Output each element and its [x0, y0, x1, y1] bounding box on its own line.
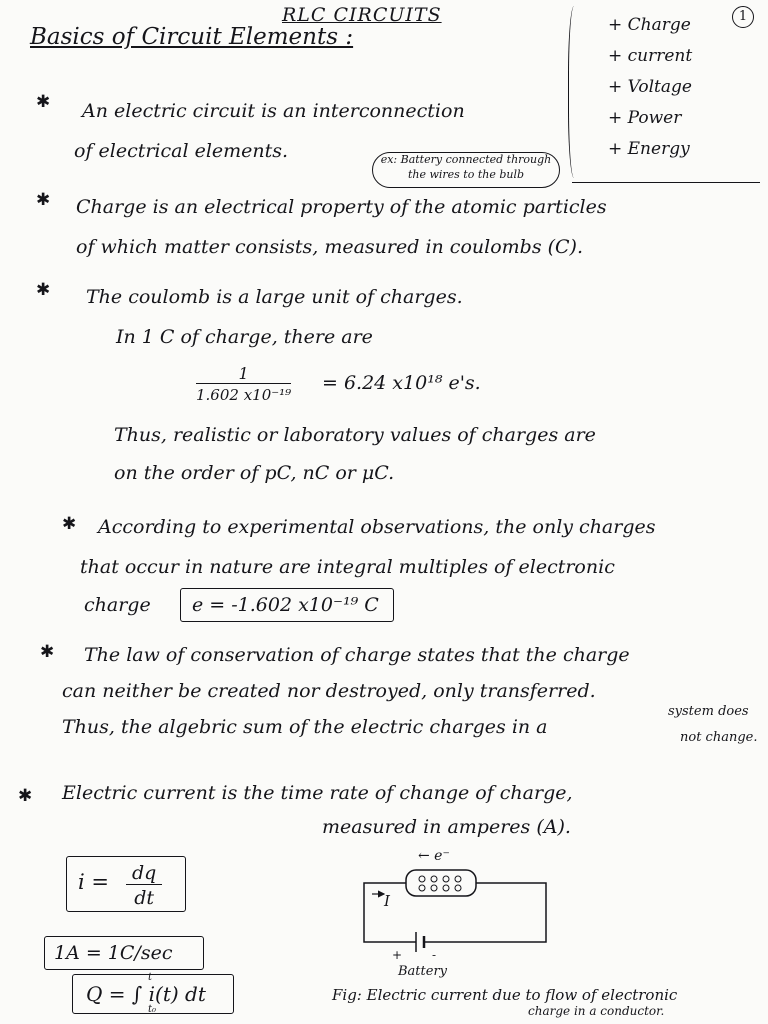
charge-integral: Q = ∫ i(t) dt — [86, 982, 206, 1006]
conservation-line1: The law of conservation of charge states that the charge — [84, 644, 630, 666]
bullet-star-icon: ✱ — [18, 786, 33, 806]
page-title: RLC CIRCUITS — [282, 4, 442, 26]
conductor-icon — [406, 870, 476, 896]
figure-caption-line2: charge in a conductor. — [528, 1004, 665, 1018]
topics-bracket — [568, 6, 583, 178]
fraction-denominator: dt — [134, 887, 155, 909]
experimental-line3: charge — [84, 594, 151, 616]
topics-list — [608, 10, 692, 165]
coulomb-line4: on the order of pC, nC or μC. — [114, 462, 395, 484]
coulomb-result: = 6.24 x10¹⁸ e's. — [322, 372, 481, 394]
conservation-line2: can neither be created nor destroyed, only transferred. — [62, 680, 596, 702]
fraction-denominator: 1.602 x10⁻¹⁹ — [196, 386, 292, 404]
charge-definition-line2: of which matter consists, measured in coulombs (C). — [76, 236, 584, 258]
topics-underline — [572, 182, 760, 183]
current-line1: Electric current is the time rate of change of charge, — [62, 782, 573, 804]
electron-flow-label: ← e⁻ — [418, 848, 450, 864]
page-number: 1 — [732, 6, 754, 28]
integral-upper-limit: t — [148, 972, 153, 983]
conservation-line3-tail: system does — [668, 704, 749, 719]
charge-definition-line1: Charge is an electrical property of the atomic particles — [76, 196, 607, 218]
current-formula-fraction — [126, 862, 162, 909]
topic-item: + Energy — [608, 139, 690, 159]
current-line2: measured in amperes (A). — [322, 816, 571, 838]
current-label: I — [384, 892, 390, 910]
coulomb-line3: Thus, realistic or laboratory values of charges are — [114, 424, 596, 446]
circuit-example: ex: Battery connected through the wires to the bulb — [380, 153, 552, 181]
bullet-star-icon: ✱ — [36, 190, 51, 210]
bullet-star-icon: ✱ — [36, 92, 51, 112]
bullet-star-icon: ✱ — [62, 514, 77, 534]
topic-item: + current — [608, 46, 693, 66]
ampere-definition: 1A = 1C/sec — [54, 942, 173, 964]
topic-item: + Power — [608, 108, 682, 128]
coulomb-line2: In 1 C of charge, there are — [116, 326, 373, 348]
figure-caption-line1: Fig: Electric current due to flow of electronic — [332, 986, 678, 1004]
conservation-line3: Thus, the algebric sum of the electric charges in a — [62, 716, 548, 738]
fraction-numerator: dq — [126, 862, 162, 885]
experimental-line2: that occur in nature are integral multiples of electronic — [80, 556, 615, 578]
battery-minus: - — [432, 948, 437, 962]
topic-item: + Charge — [608, 15, 691, 35]
coulomb-line1: The coulomb is a large unit of charges. — [86, 286, 463, 308]
bullet-star-icon: ✱ — [36, 280, 51, 300]
electrons-in-conductor — [419, 876, 461, 891]
wire-right — [434, 883, 546, 942]
coulomb-fraction — [196, 364, 291, 404]
electron-charge-formula: e = -1.602 x10⁻¹⁹ C — [192, 594, 379, 616]
fraction-numerator: 1 — [196, 364, 291, 384]
battery-label: Battery — [398, 964, 448, 979]
battery-plus: + — [392, 948, 403, 962]
current-formula-lhs: i = — [78, 870, 109, 894]
section-heading: Basics of Circuit Elements : — [30, 24, 354, 50]
integral-lower-limit: t₀ — [148, 1004, 157, 1015]
conservation-line3-tail2: not change. — [680, 730, 758, 745]
bullet-star-icon: ✱ — [40, 642, 55, 662]
topic-item: + Voltage — [608, 77, 692, 97]
topics-list-box — [568, 0, 763, 188]
circuit-definition-line2: of electrical elements. — [74, 140, 289, 162]
experimental-line1: According to experimental observations, the only charges — [98, 516, 656, 538]
circuit-definition-line1: An electric circuit is an interconnection — [82, 100, 465, 122]
